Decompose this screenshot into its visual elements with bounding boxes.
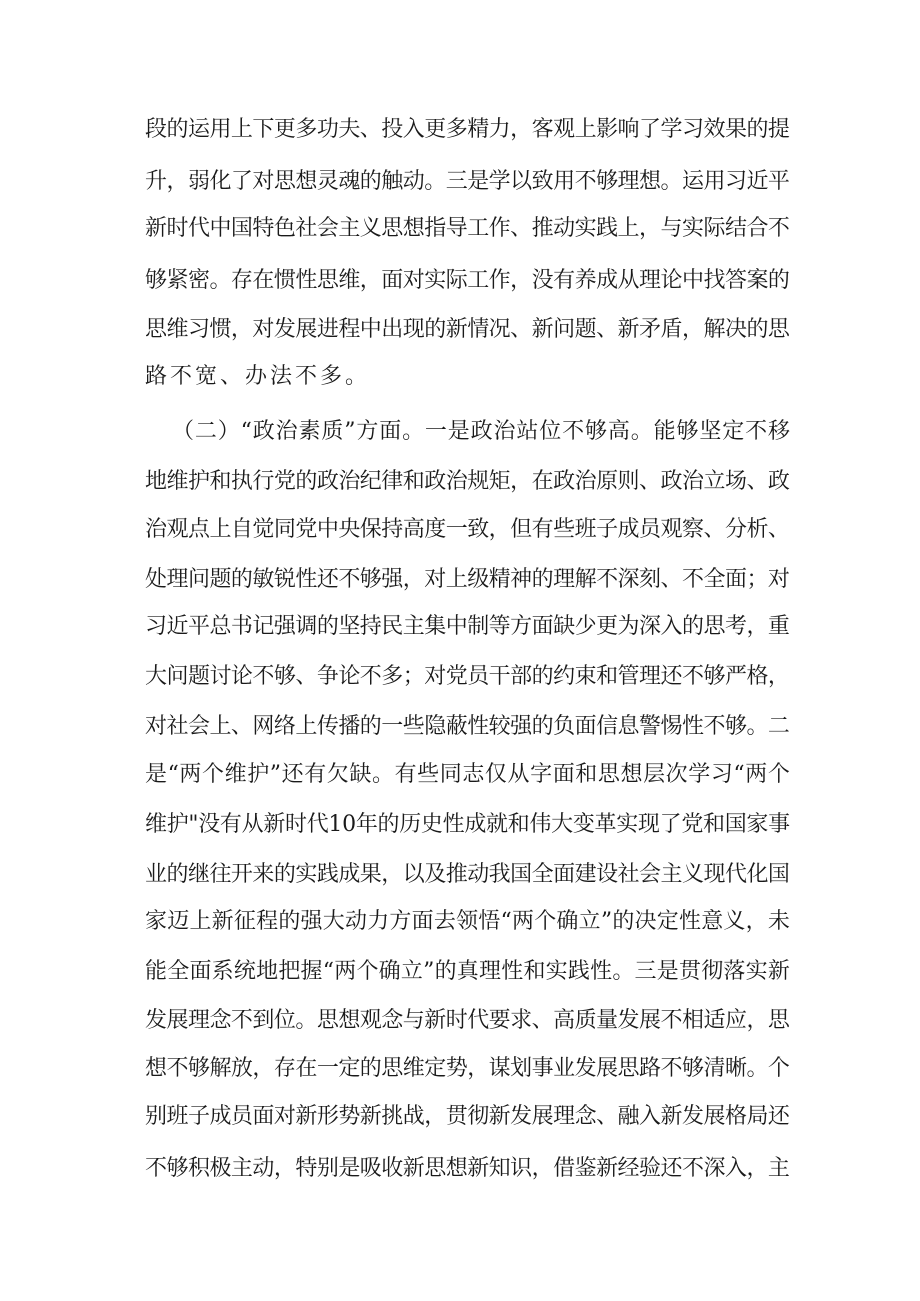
line-text: 处理问题的敏锐性还不够强，对上级精神的理解不深刻、不全面；对 — [145, 567, 790, 592]
text-line — [0, 858, 920, 892]
text-line — [0, 610, 920, 644]
text-line — [0, 1152, 920, 1186]
line-text: 维护"没有从新时代10年的历史性成就和伟大变革实现了党和国家事 — [145, 812, 790, 837]
text-line — [0, 1052, 920, 1086]
line-text: 习近平总书记强调的坚持民主集中制等方面缺少更为深入的思考，重 — [145, 614, 790, 639]
line-text: 够紧密。存在惯性思维，面对实际工作，没有养成从理论中找答案的 — [145, 268, 790, 293]
text-line — [0, 113, 920, 147]
line-text: 升，弱化了对思想灵魂的触动。三是学以致用不够理想。运用习近平 — [145, 169, 790, 194]
line-text: 不够积极主动，特别是吸收新思想新知识，借鉴新经验还不深入，主 — [145, 1156, 790, 1181]
line-text: 地维护和执行党的政治纪律和政治规矩，在政治原则、政治立场、政 — [145, 469, 790, 494]
line-text: 新时代中国特色社会主义思想指导工作、推动实践上，与实际结合不 — [145, 216, 790, 241]
line-text: 是“两个维护”还有欠缺。有些同志仅从字面和思想层次学习“两个 — [145, 762, 791, 787]
text-line — [0, 1100, 920, 1134]
line-text: 发展理念不到位。思想观念与新时代要求、高质量发展不相适应，思 — [145, 1008, 790, 1033]
paragraph-first-line — [0, 415, 920, 449]
line-text: 段的运用上下更多功夫、投入更多精力，客观上影响了学习效果的提 — [145, 117, 790, 142]
text-line — [0, 360, 920, 394]
line-text: 对社会上、网络上传播的一些隐蔽性较强的负面信息警惕性不够。二 — [145, 714, 790, 739]
line-text: 大问题讨论不够、争论不多；对党员干部的约束和管理还不够严格， — [145, 664, 790, 689]
text-line — [0, 212, 920, 246]
text-line — [0, 955, 920, 989]
line-text: （二）“政治素质”方面。一是政治站位不够高。能够坚定不移 — [172, 419, 791, 444]
text-line — [0, 513, 920, 547]
line-text: 治观点上自觉同党中央保持高度一致，但有些班子成员观察、分析、 — [145, 517, 790, 542]
line-text: 能全面系统地把握“两个确立”的真理性和实践性。三是贯彻落实新 — [145, 959, 791, 984]
text-line — [0, 808, 920, 842]
text-line — [0, 905, 920, 939]
text-line — [0, 264, 920, 298]
line-text: 想不够解放，存在一定的思维定势，谋划事业发展思路不够清晰。个 — [145, 1056, 790, 1081]
line-text: 路不宽、办法不多。 — [145, 364, 371, 389]
line-text: 别班子成员面对新形势新挑战，贯彻新发展理念、融入新发展格局还 — [145, 1104, 790, 1129]
text-line — [0, 758, 920, 792]
text-line — [0, 313, 920, 347]
text-line — [0, 710, 920, 744]
line-text: 家迈上新征程的强大动力方面去领悟“两个确立”的决定性意义，未 — [145, 909, 791, 934]
text-line — [0, 563, 920, 597]
line-text: 业的继往开来的实践成果，以及推动我国全面建设社会主义现代化国 — [145, 862, 790, 887]
line-text: 思维习惯，对发展进程中出现的新情况、新问题、新矛盾，解决的思 — [145, 317, 790, 342]
text-line — [0, 465, 920, 499]
text-line — [0, 165, 920, 199]
text-line — [0, 1004, 920, 1038]
text-line — [0, 660, 920, 694]
